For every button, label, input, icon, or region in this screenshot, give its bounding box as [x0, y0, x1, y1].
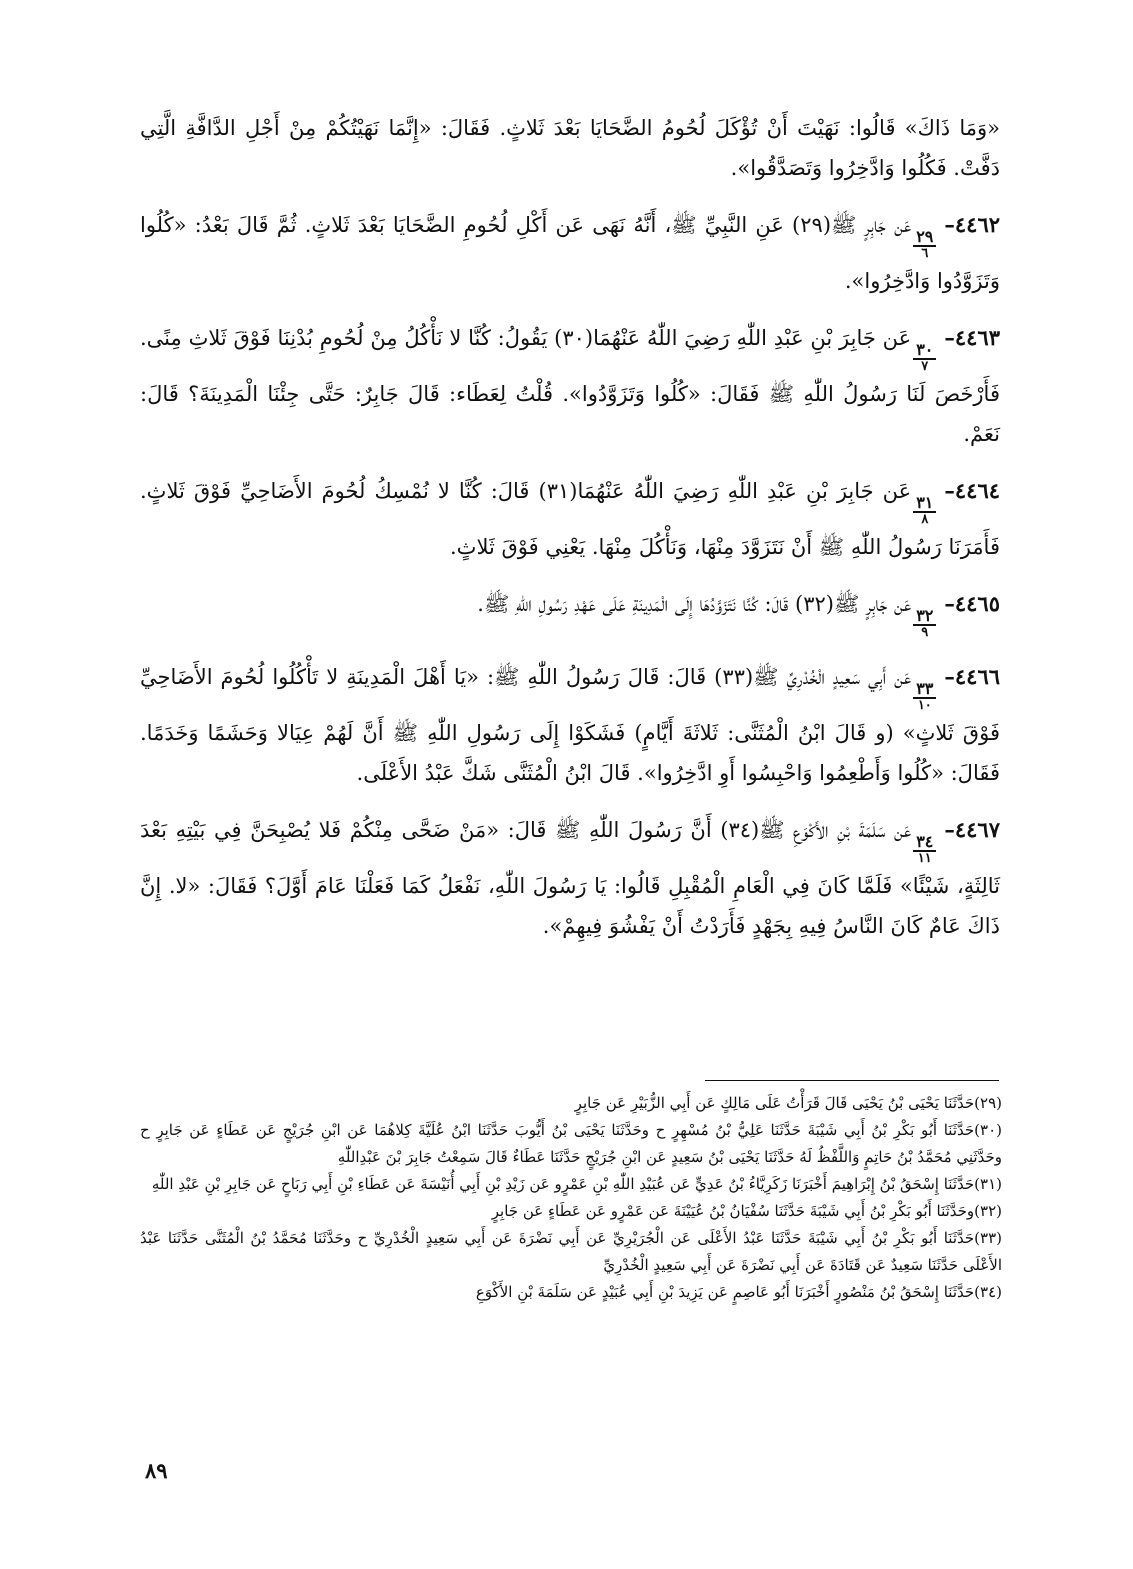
paragraph-text: عَن جَابِرٍ ﷺ(٢٩) عَنِ النَّبِيِّ ﷺ، أَنَّهُ نَهَى عَن أَكْلِ لُحُومِ الضَّحَايَا بَعْدَ ثَلاثٍ. ثُمَّ قَالَ بَعْدُ: «كُلُوا وَتَزَوَّدُوا وَادَّخِرُوا».	[140, 213, 1000, 293]
hadith-fraction	[913, 681, 936, 713]
paragraph-text: عَن جَابِرَ بْنِ عَبْدِ اللّٰهِ رَضِيَ اللّٰهُ عَنْهُمَا(٣٠) يَقُولُ: كُنَّا لا نَأْكُلُ مِنْ لُحُومِ بُدْنِنَا فَوْقَ ثَلاثِ مِنًى. فَأَرْخَصَ لَنَا رَسُولُ اللّٰهِ ﷺ فَقَالَ: «كُلُوا وَتَزَوَّدُوا». قُلْتُ لِعَطَاء: قَالَ جَابِرٌ: حَتَّى جِئْنَا الْمَدِينَةَ؟ قَالَ: نَعَمْ.	[140, 326, 1000, 446]
paragraph-text: «وَمَا ذَاكَ» قَالُوا: نَهَيْتَ أَنْ تُؤْكَلَ لُحُومُ الضَّحَايَا بَعْدَ ثَلاثٍ. فَقَالَ: «إِنَّمَا نَهَيْتُكُمْ مِنْ أَجْلِ الدَّافَّةِ الَّتِي دَفَّتْ. فَكُلُوا وَادَّخِرُوا وَتَصَدَّقُوا».	[140, 116, 1000, 180]
paragraph-text: عَن جَابِرٍ ﷺ(٣٢) قَالَ: كُنَّا نَتَزَوَّدُهَا إِلَى الْمَدِينَةِ عَلَى عَهْدِ رَسُولِ اللّٰهِ ﷺ.	[477, 592, 912, 616]
fraction-denominator: ١٠	[917, 698, 932, 713]
hadith-fraction	[913, 342, 936, 374]
hadith-number: ٤٤٦٥–	[944, 591, 1000, 616]
hadith-4462	[140, 205, 1000, 301]
fraction-numerator: ٣٠	[913, 342, 936, 360]
fraction-numerator: ٣٣	[913, 681, 936, 699]
hadith-number: ٤٤٦٧–	[944, 817, 1000, 842]
fraction-numerator: ٢٩	[913, 229, 936, 247]
fraction-numerator: ٣٢	[913, 608, 936, 626]
hadith-number: ٤٤٦٤–	[944, 478, 1001, 503]
paragraph-text: عَن سَلَمَةَ بْنِ الأَكْوَعِ ﷺ(٣٤) أَنَّ رَسُولَ اللّٰهِ ﷺ قَالَ: «مَنْ ضَحَّى مِنْكُمْ فَلا يُصْبِحَنَّ فِي بَيْتِهِ بَعْدَ ثَالِثَةٍ، شَيْئًا» فَلَمَّا كَانَ فِي الْعَامِ الْمُقْبِلِ قَالُوا: يَا رَسُولَ اللّٰهِ، نَفْعَلُ كَمَا فَعَلْنَا عَامَ أَوَّلَ؟ فَقَالَ: «لا. إِنَّ ذَاكَ عَامٌ كَانَ النَّاسُ فِيهِ بِجَهْدٍ فَأَرَدْتُ أَنْ يَفْشُوَ فِيهِمْ».	[140, 818, 1000, 938]
fraction-denominator: ٨	[921, 512, 929, 527]
hadith-4463	[140, 318, 1000, 454]
hadith-4464	[140, 471, 1000, 567]
fraction-denominator: ٧	[921, 359, 929, 374]
main-text	[140, 108, 1000, 963]
footnote-33: (٣٣)حَدَّثَنَا أَبُو بَكْرِ بْنُ أَبِي شَيْبَةَ حَدَّثَنَا عَبْدُ الأَعْلَى عَن الْجُرَيْرِيِّ عَن أَبِي نَضْرَةَ عَن أَبِي سَعِيدٍ الْخُدْرِيِّ ح وحَدَّثَنَا مُحَمَّدُ بْنُ الْمُثَنَّى حَدَّثَنَا عَبْدُ الأَعْلَى حَدَّثَنَا سَعِيدٌ عَن قَتَادَةَ عَن أَبِي نَضْرَةَ عَن أَبِي سَعِيدٍ الْخُدْرِيِّ	[140, 1229, 1002, 1274]
fraction-denominator: ١١	[917, 851, 932, 866]
hadith-4467	[140, 810, 1000, 946]
footnote-34: (٣٤)حَدَّثَنَا إِسْحَقُ بْنُ مَنْصُورٍ أَخْبَرَنَا أَبُو عَاصِمٍ عَن يَزِيدَ بْنِ أَبِي عُبَيْدٍ عَن سَلَمَةَ بْنِ الأَكْوَعِ	[475, 1283, 1002, 1301]
hadith-4465	[140, 584, 1000, 640]
hadith-number: ٤٤٦٣–	[944, 325, 1000, 350]
paragraph-text: عَن جَابِرَ بْنِ عَبْدِ اللّٰهِ رَضِيَ اللّٰهُ عَنْهُمَا(٣١) قَالَ: كُنَّا لا نُمْسِكُ لُحُومَ الأَضَاحِيِّ فَوْقَ ثَلاثٍ. فَأَمَرَنَا رَسُولُ اللّٰهِ ﷺ أَنْ نَتَزَوَّدَ مِنْهَا، وَنَأْكُلَ مِنْهَا. يَعْنِي فَوْقَ ثَلاثٍ.	[140, 479, 1000, 559]
fraction-denominator: ٦	[921, 246, 929, 261]
hadith-number: ٤٤٦٢–	[944, 212, 1001, 237]
paragraph-text: عَن أَبِي سَعِيدٍ الْخُدْرِيِّ ﷺ(٣٣) قَالَ: قَالَ رَسُولُ اللّٰهِ ﷺ: «يَا أَهْلَ الْمَدِينَةِ لا تَأْكُلُوا لُحُومَ الأَضَاحِيِّ فَوْقَ ثَلاثٍ» (و قَالَ ابْنُ الْمُثَنَّى: ثَلاثَةَ أَيَّامٍ) فَشَكَوْا إِلَى رَسُولِ اللّٰهِ ﷺ أَنَّ لَهُمْ عِيَالا وَحَشَمًا وَخَدَمًا. فَقَالَ: «كُلُوا وَأَطْعِمُوا وَاحْبِسُوا أَوِ ادَّخِرُوا». قَالَ ابْنُ الْمُثَنَّى شَكَّ عَبْدُ الأَعْلَى.	[140, 665, 1000, 785]
hadith-continuation	[140, 108, 1000, 188]
fraction-numerator: ٣١	[913, 495, 936, 513]
hadith-fraction	[913, 229, 936, 261]
footnote-30: (٣٠)حَدَّثَنَا أَبُو بَكْرِ بْنُ أَبِي شَيْبَةَ حَدَّثَنَا عَلِيُّ بْنُ مُسْهِرٍ ح وحَدَّثَنَا يَحْيَى بْنُ أَيُّوبَ حَدَّثَنَا ابْنُ عُلَيَّةَ كِلاهُمَا عَن ابْنِ جُرَيْجٍ عَن عَطَاءٍ عَن جَابِرٍ ح وحَدَّثَنِي مُحَمَّدُ بْنُ حَاتِمٍ وَاللَّفْظُ لَهُ حَدَّثَنَا يَحْيَى بْنُ سَعِيدٍ عَن ابْنِ جُرَيْجٍ حَدَّثَنَا عَطَاءٌ قَالَ سَمِعْتُ جَابِرَ بْنَ عَبْدِاللّٰهِ	[140, 1121, 1002, 1166]
page-number: ٨٩	[145, 1458, 168, 1483]
hadith-4466	[140, 657, 1000, 793]
footnote-32: (٣٢)وحَدَّثَنَا أَبُو بَكْرِ بْنُ أَبِي شَيْبَةَ حَدَّثَنَا سُفْيَانُ بْنُ عُيَيْنَةَ عَن عَمْرٍو عَن عَطَاءٍ عَن جَابِرٍ	[491, 1202, 1002, 1220]
hadith-fraction	[913, 495, 936, 527]
hadith-fraction	[913, 608, 936, 640]
footnote-separator	[705, 1080, 999, 1081]
footnotes	[140, 1090, 1002, 1306]
fraction-numerator: ٣٤	[913, 834, 936, 852]
footnote-29: (٢٩)حَدَّثَنَا يَحْيَى بْنُ يَحْيَى قَالَ قَرَأْتُ عَلَى مَالِكٍ عَن أَبِي الزُّبَيْرِ عَن جَابِرٍ	[574, 1094, 1002, 1112]
hadith-number: ٤٤٦٦–	[944, 664, 1001, 689]
fraction-denominator: ٩	[921, 625, 929, 640]
hadith-fraction	[913, 834, 936, 866]
footnote-31: (٣١)حَدَّثَنَا إِسْحَقُ بْنُ إِبْرَاهِيمَ أَخْبَرَنَا زَكَرِيَّاءُ بْنُ عَدِيٍّ عَن عُبَيْدِ اللّٰهِ بْنِ عَمْرٍو عَن زَيْدِ بْنِ أَبِي أُنَيْسَةَ عَن عَطَاءِ بْنِ أَبِي رَبَاحٍ عَن جَابِرِ بْنِ عَبْدِ اللّٰهِ	[151, 1175, 1002, 1193]
